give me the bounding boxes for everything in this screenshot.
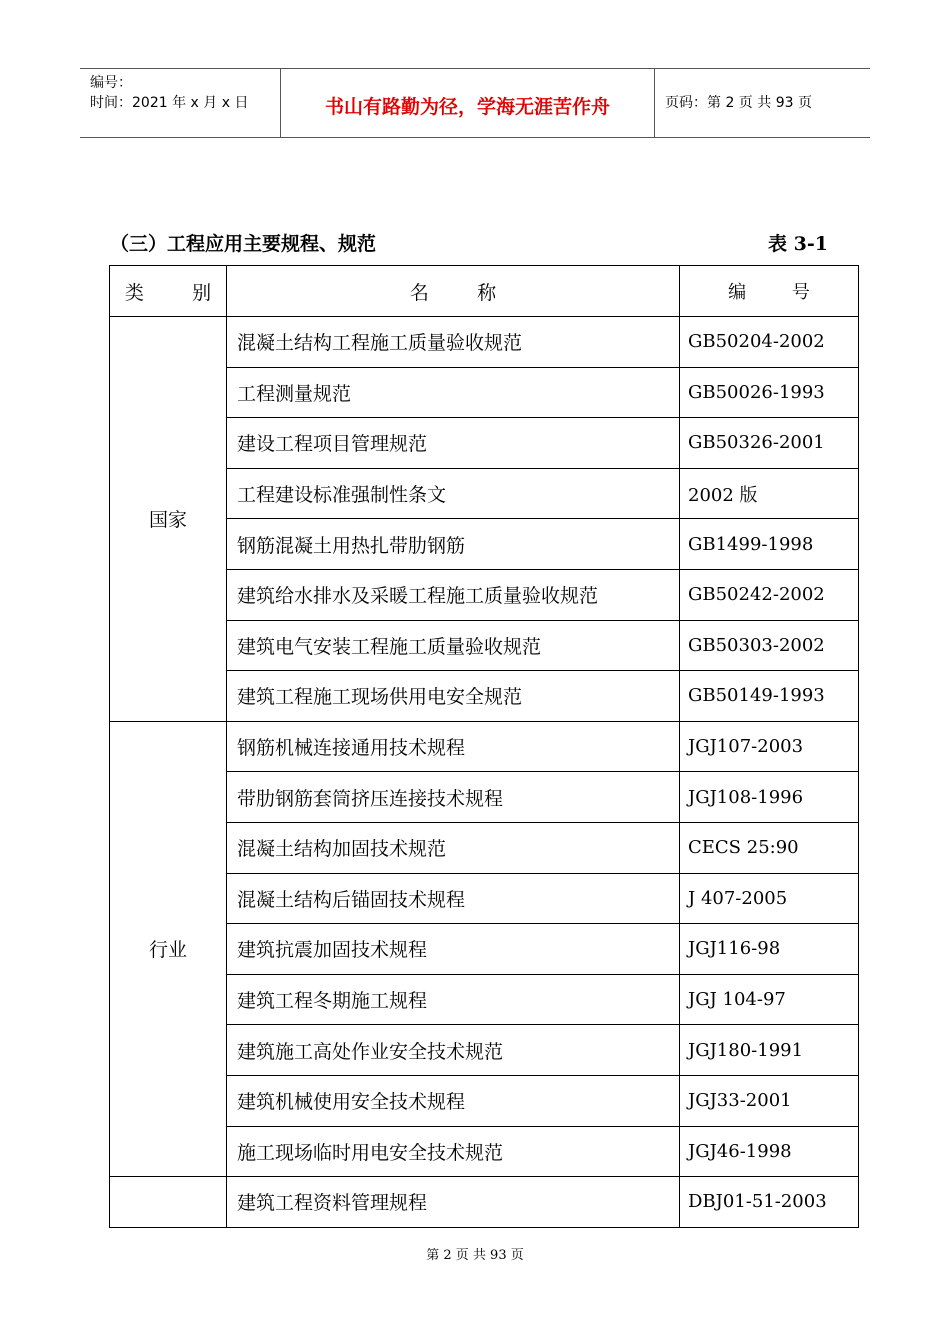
header-page-info: 页码：第 2 页 共 93 页 — [665, 95, 812, 111]
table-row — [110, 721, 859, 772]
standard-name-cell: 建筑抗震加固技术规程 — [227, 924, 680, 975]
standard-name-cell: 带肋钢筋套筒挤压连接技术规程 — [227, 772, 680, 823]
standard-name-cell: 建筑工程冬期施工规程 — [227, 974, 680, 1025]
category-cell — [110, 1177, 227, 1228]
standard-code-cell: GB50149-1993 — [680, 671, 859, 722]
standard-name-cell: 建筑机械使用安全技术规程 — [227, 1075, 680, 1126]
standard-name-cell: 混凝土结构后锚固技术规程 — [227, 873, 680, 924]
standard-code-cell: JGJ46-1998 — [680, 1126, 859, 1177]
table-row — [110, 317, 859, 368]
standards-table — [109, 265, 859, 1228]
section-title: （三）工程应用主要规程、规范 — [110, 233, 377, 255]
standard-code-cell: GB50026-1993 — [680, 367, 859, 418]
standard-code-cell: GB50204-2002 — [680, 317, 859, 368]
standard-code-cell: JGJ180-1991 — [680, 1025, 859, 1076]
header-category: 类 别 — [110, 266, 227, 317]
standard-code-cell: JGJ107-2003 — [680, 721, 859, 772]
standard-name-cell: 建设工程项目管理规范 — [227, 418, 680, 469]
table-number: 表 3-1 — [768, 233, 828, 255]
header-code: 编 号 — [680, 266, 859, 317]
category-cell: 行业 — [110, 721, 227, 1176]
standard-code-cell: GB1499-1998 — [680, 519, 859, 570]
header-name: 名 称 — [227, 266, 680, 317]
category-cell: 国家 — [110, 317, 227, 722]
standard-name-cell: 施工现场临时用电安全技术规范 — [227, 1126, 680, 1177]
header-motto-cell — [281, 69, 655, 137]
motto-text: 书山有路勤为径，学海无涯苦作舟 — [324, 96, 610, 118]
standard-code-cell: JGJ 104-97 — [680, 974, 859, 1025]
page-header — [80, 68, 870, 138]
section-heading — [110, 226, 828, 256]
standard-name-cell: 钢筋混凝土用热扎带肋钢筋 — [227, 519, 680, 570]
standard-name-cell: 建筑工程资料管理规程 — [227, 1177, 680, 1228]
table-header-row — [110, 266, 859, 317]
standard-code-cell: J 407-2005 — [680, 873, 859, 924]
standard-name-cell: 工程建设标准强制性条文 — [227, 468, 680, 519]
standard-name-cell: 工程测量规范 — [227, 367, 680, 418]
standards-table-body — [110, 266, 859, 1228]
header-page-cell — [655, 69, 870, 137]
standard-name-cell: 钢筋机械连接通用技术规程 — [227, 721, 680, 772]
standard-code-cell: DBJ01-51-2003 — [680, 1177, 859, 1228]
standard-name-cell: 混凝土结构工程施工质量验收规范 — [227, 317, 680, 368]
standard-code-cell: CECS 25:90 — [680, 822, 859, 873]
document-number-label: 编号： — [90, 75, 132, 91]
header-meta-cell — [80, 69, 281, 137]
standard-name-cell: 建筑施工高处作业安全技术规范 — [227, 1025, 680, 1076]
document-time-label: 时间：2021 年 x 月 x 日 — [90, 95, 249, 111]
standard-name-cell: 混凝土结构加固技术规范 — [227, 822, 680, 873]
standard-code-cell: 2002 版 — [680, 468, 859, 519]
table-row — [110, 1177, 859, 1228]
standard-code-cell: GB50242-2002 — [680, 569, 859, 620]
standard-code-cell: JGJ33-2001 — [680, 1075, 859, 1126]
standard-name-cell: 建筑工程施工现场供用电安全规范 — [227, 671, 680, 722]
standard-code-cell: JGJ108-1996 — [680, 772, 859, 823]
page-footer: 第 2 页 共 93 页 — [426, 1248, 524, 1263]
standard-code-cell: JGJ116-98 — [680, 924, 859, 975]
standard-code-cell: GB50303-2002 — [680, 620, 859, 671]
standard-name-cell: 建筑电气安装工程施工质量验收规范 — [227, 620, 680, 671]
standard-code-cell: GB50326-2001 — [680, 418, 859, 469]
standard-name-cell: 建筑给水排水及采暖工程施工质量验收规范 — [227, 569, 680, 620]
